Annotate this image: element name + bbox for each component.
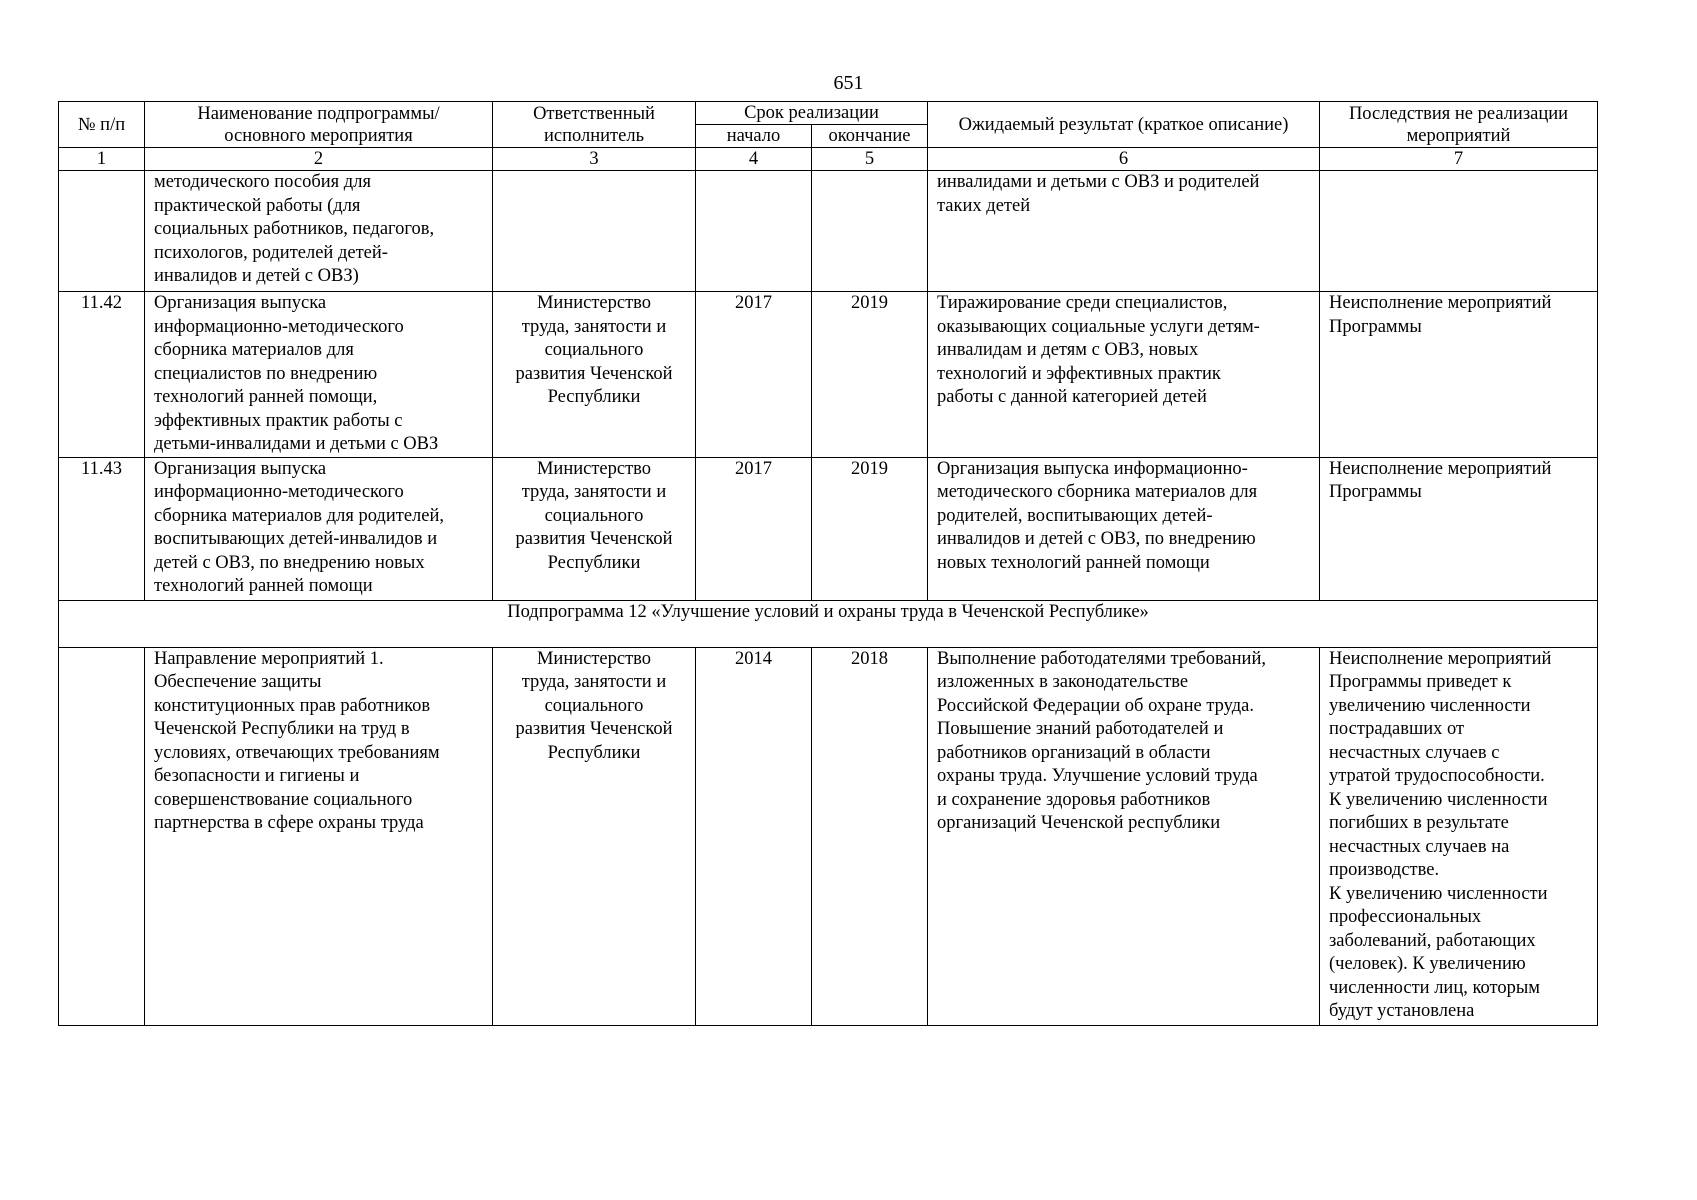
header-row-1 xyxy=(59,102,1598,125)
cell-line: социального xyxy=(544,505,644,526)
cell-line: Республики xyxy=(547,387,641,407)
cell-line: инвалидов и детей с ОВЗ) xyxy=(154,266,359,286)
row-consequences xyxy=(1320,292,1598,458)
cell-line: детей с ОВЗ, по внедрению новых xyxy=(154,552,425,573)
cell-line: погибших в результате xyxy=(1329,813,1509,833)
row-start: 2014 xyxy=(696,647,812,1025)
cell-line: Министерство xyxy=(536,648,652,669)
row-executor xyxy=(493,292,696,458)
cell-line: технологий и эффективных практик xyxy=(937,363,1221,384)
cell-line: Министерство xyxy=(536,458,652,479)
cell-line: несчастных случаев с xyxy=(1329,742,1500,763)
row-result xyxy=(928,171,1320,292)
cell-line: Неисполнение мероприятий xyxy=(1329,458,1552,479)
cell-line: родителей, воспитывающих детей- xyxy=(937,505,1213,526)
cell-line: численности лиц, которым xyxy=(1329,977,1541,998)
cell-line: заболеваний, работающих xyxy=(1329,930,1536,951)
subprogram-heading-row xyxy=(59,600,1598,647)
cell-line: информационно-методического xyxy=(154,316,404,337)
row-name xyxy=(145,292,493,458)
table-row xyxy=(59,171,1598,292)
row-consequences xyxy=(1320,647,1598,1025)
cell-line: социального xyxy=(544,340,644,360)
row-name xyxy=(145,171,493,292)
column-number: 6 xyxy=(928,148,1320,171)
row-name xyxy=(145,457,493,600)
row-end: 2019 xyxy=(812,457,928,600)
table-row xyxy=(59,647,1598,1025)
cell-line: информационно-методического xyxy=(154,482,404,502)
row-consequences xyxy=(1320,457,1598,600)
cell-line: безопасности и гигиены и xyxy=(154,766,360,786)
cell-line: развития Чеченской xyxy=(515,719,673,739)
cell-line: совершенствование социального xyxy=(154,789,413,810)
subprogram-heading: Подпрограмма 12 «Улучшение условий и охраны труда в Чеченской Республике» xyxy=(59,600,1598,647)
page-number: 651 xyxy=(833,72,864,94)
cell-line: детьми-инвалидами и детьми с ОВЗ xyxy=(154,434,439,454)
cell-line: организаций Чеченской республики xyxy=(937,813,1221,833)
table-row xyxy=(59,457,1598,600)
row-consequences xyxy=(1320,171,1598,292)
cell-line: работников организаций в области xyxy=(937,742,1211,763)
cell-line: методического сборника материалов для xyxy=(937,482,1258,502)
header-start: начало xyxy=(696,125,812,148)
column-number: 4 xyxy=(696,148,812,171)
row-start: 2017 xyxy=(696,292,812,458)
cell-line: условиях, отвечающих требованиям xyxy=(154,742,440,763)
header-end: окончание xyxy=(812,125,928,148)
cell-line: и сохранение здоровья работников xyxy=(937,789,1211,810)
cell-line: сборника материалов для xyxy=(154,340,354,360)
cell-line: Российской Федерации об охране труда. xyxy=(937,695,1254,716)
row-number: 11.43 xyxy=(59,457,145,600)
cell-line: пострадавших от xyxy=(1329,719,1465,739)
row-start: 2017 xyxy=(696,457,812,600)
cell-line: конституционных прав работников xyxy=(154,695,431,716)
column-numbers-row xyxy=(59,148,1598,171)
cell-line: инвалидами и детьми с ОВЗ и родителей xyxy=(937,172,1260,192)
row-end: 2018 xyxy=(812,647,928,1025)
cell-line: Чеченской Республики на труд в xyxy=(154,719,410,739)
header-number: № п/п xyxy=(59,102,145,148)
column-number: 2 xyxy=(145,148,493,171)
row-number xyxy=(59,171,145,292)
column-number: 3 xyxy=(493,148,696,171)
cell-line: увеличению численности xyxy=(1329,695,1531,716)
cell-line: Неисполнение мероприятий xyxy=(1329,648,1552,669)
cell-line: технологий ранней помощи xyxy=(154,576,373,596)
row-result xyxy=(928,292,1320,458)
cell-line: труда, занятости и xyxy=(521,316,667,337)
cell-line: будут установлена xyxy=(1329,1001,1475,1021)
cell-line: партнерства в сфере охраны труда xyxy=(154,813,424,833)
header-consequences: Последствия не реализации мероприятий xyxy=(1320,102,1598,148)
cell-line: воспитывающих детей-инвалидов и xyxy=(154,529,438,549)
cell-line: Тиражирование среди специалистов, xyxy=(937,293,1228,313)
cell-line: Неисполнение мероприятий xyxy=(1329,293,1552,313)
header-period: Срок реализации xyxy=(696,102,928,125)
cell-line: Повышение знаний работодателей и xyxy=(937,719,1224,739)
row-name xyxy=(145,647,493,1025)
cell-line: Республики xyxy=(547,552,641,573)
row-end: 2019 xyxy=(812,292,928,458)
cell-line: Выполнение работодателями требований, xyxy=(937,648,1266,669)
cell-line: профессиональных xyxy=(1329,907,1482,927)
cell-line: охраны труда. Улучшение условий труда xyxy=(937,766,1258,786)
cell-line: Программы xyxy=(1329,316,1422,337)
column-number: 7 xyxy=(1320,148,1598,171)
cell-line: Организация выпуска xyxy=(154,458,327,479)
cell-line: инвалидов и детей с ОВЗ, по внедрению xyxy=(937,529,1256,549)
cell-line: Направление мероприятий 1. xyxy=(154,648,384,669)
header-name: Наименование подпрограммы/ основного мероприятия xyxy=(145,102,493,148)
cell-line: К увеличению численности xyxy=(1329,789,1548,810)
cell-line: развития Чеченской xyxy=(515,363,673,384)
cell-line: труда, занятости и xyxy=(521,482,667,502)
cell-line: эффективных практик работы с xyxy=(154,410,403,431)
cell-line: Министерство xyxy=(536,293,652,313)
cell-line: Программы приведет к xyxy=(1329,672,1512,692)
cell-line: Республики xyxy=(547,742,641,763)
row-executor xyxy=(493,647,696,1025)
row-start xyxy=(696,171,812,292)
table-row xyxy=(59,292,1598,458)
cell-line: инвалидам и детям с ОВЗ, новых xyxy=(937,340,1199,360)
cell-line: таких детей xyxy=(937,195,1031,216)
cell-line: специалистов по внедрению xyxy=(154,363,378,384)
row-end xyxy=(812,171,928,292)
cell-line: К увеличению численности xyxy=(1329,883,1548,904)
cell-line: утратой трудоспособности. xyxy=(1329,766,1545,786)
cell-line: несчастных случаев на xyxy=(1329,836,1510,857)
program-table xyxy=(58,101,1598,1026)
column-number: 5 xyxy=(812,148,928,171)
cell-line: развития Чеченской xyxy=(515,529,673,549)
cell-line: практической работы (для xyxy=(154,195,361,216)
row-executor xyxy=(493,171,696,292)
cell-line: новых технологий ранней помощи xyxy=(937,552,1210,573)
cell-line: Программы xyxy=(1329,482,1422,502)
cell-line: оказывающих социальные услуги детям- xyxy=(937,316,1260,337)
cell-line: изложенных в законодательстве xyxy=(937,672,1189,692)
cell-line: производстве. xyxy=(1329,860,1440,880)
cell-line: технологий ранней помощи, xyxy=(154,387,378,407)
cell-line: сборника материалов для родителей, xyxy=(154,505,444,526)
row-result xyxy=(928,457,1320,600)
header-result: Ожидаемый результат (краткое описание) xyxy=(928,102,1320,148)
cell-line: социальных работников, педагогов, xyxy=(154,219,435,239)
header-executor: Ответственный исполнитель xyxy=(493,102,696,148)
cell-line: (человек). К увеличению xyxy=(1329,954,1526,974)
column-number: 1 xyxy=(59,148,145,171)
row-number xyxy=(59,647,145,1025)
cell-line: Организация выпуска xyxy=(154,293,327,313)
cell-line: Организация выпуска информационно- xyxy=(937,458,1248,479)
row-result xyxy=(928,647,1320,1025)
cell-line: социального xyxy=(544,695,644,716)
cell-line: труда, занятости и xyxy=(521,672,667,692)
cell-line: психологов, родителей детей- xyxy=(154,242,388,263)
row-executor xyxy=(493,457,696,600)
cell-line: работы с данной категорией детей xyxy=(937,387,1207,407)
cell-line: Обеспечение защиты xyxy=(154,672,322,692)
cell-line: методического пособия для xyxy=(154,172,371,192)
row-number: 11.42 xyxy=(59,292,145,458)
